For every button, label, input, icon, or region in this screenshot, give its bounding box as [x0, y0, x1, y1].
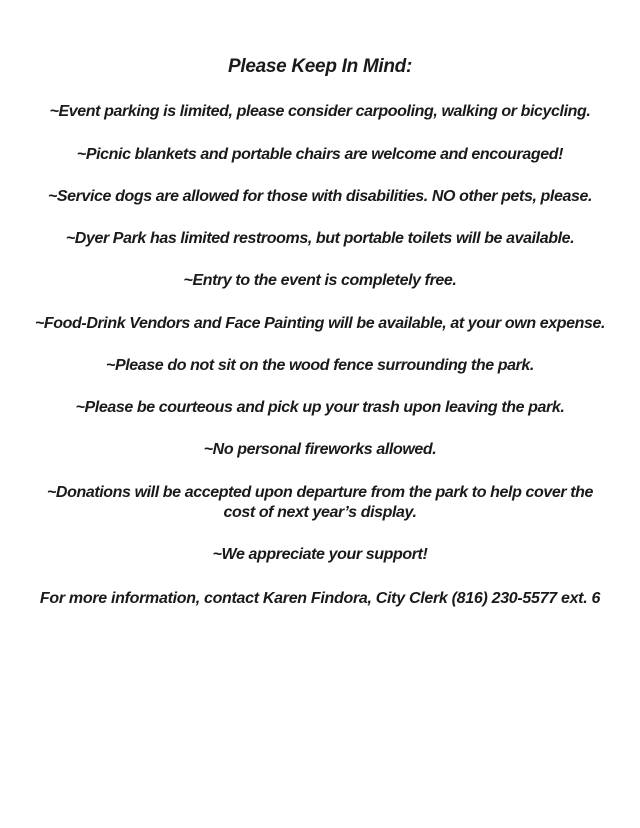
notice-free-entry: ~Entry to the event is completely free. [183, 272, 457, 289]
notice-appreciation: ~We appreciate your support! [212, 546, 428, 563]
notice-parking: ~Event parking is limited, please consider carpooling, walking or bicycling. [49, 103, 591, 120]
contact-info: For more information, contact Karen Findora, City Clerk (816) 230-5577 ext. 6 [39, 590, 601, 607]
notice-donations: ~Donations will be accepted upon departure from the park to help cover the cost of next year’s display. [46, 484, 594, 521]
notice-vendors: ~Food-Drink Vendors and Face Painting will be available, at your own expense. [34, 315, 606, 332]
notice-fireworks: ~No personal fireworks allowed. [203, 441, 437, 458]
notice-wood-fence: ~Please do not sit on the wood fence surrounding the park. [106, 357, 534, 374]
notice-picnic-blankets: ~Picnic blankets and portable chairs are welcome and encouraged! [76, 146, 564, 163]
notice-restrooms: ~Dyer Park has limited restrooms, but portable toilets will be available. [65, 230, 575, 247]
notice-service-dogs: ~Service dogs are allowed for those with disabilities. NO other pets, please. [47, 188, 593, 205]
notice-trash: ~Please be courteous and pick up your trash upon leaving the park. [75, 399, 565, 416]
page-title: Please Keep In Mind: [227, 56, 413, 77]
